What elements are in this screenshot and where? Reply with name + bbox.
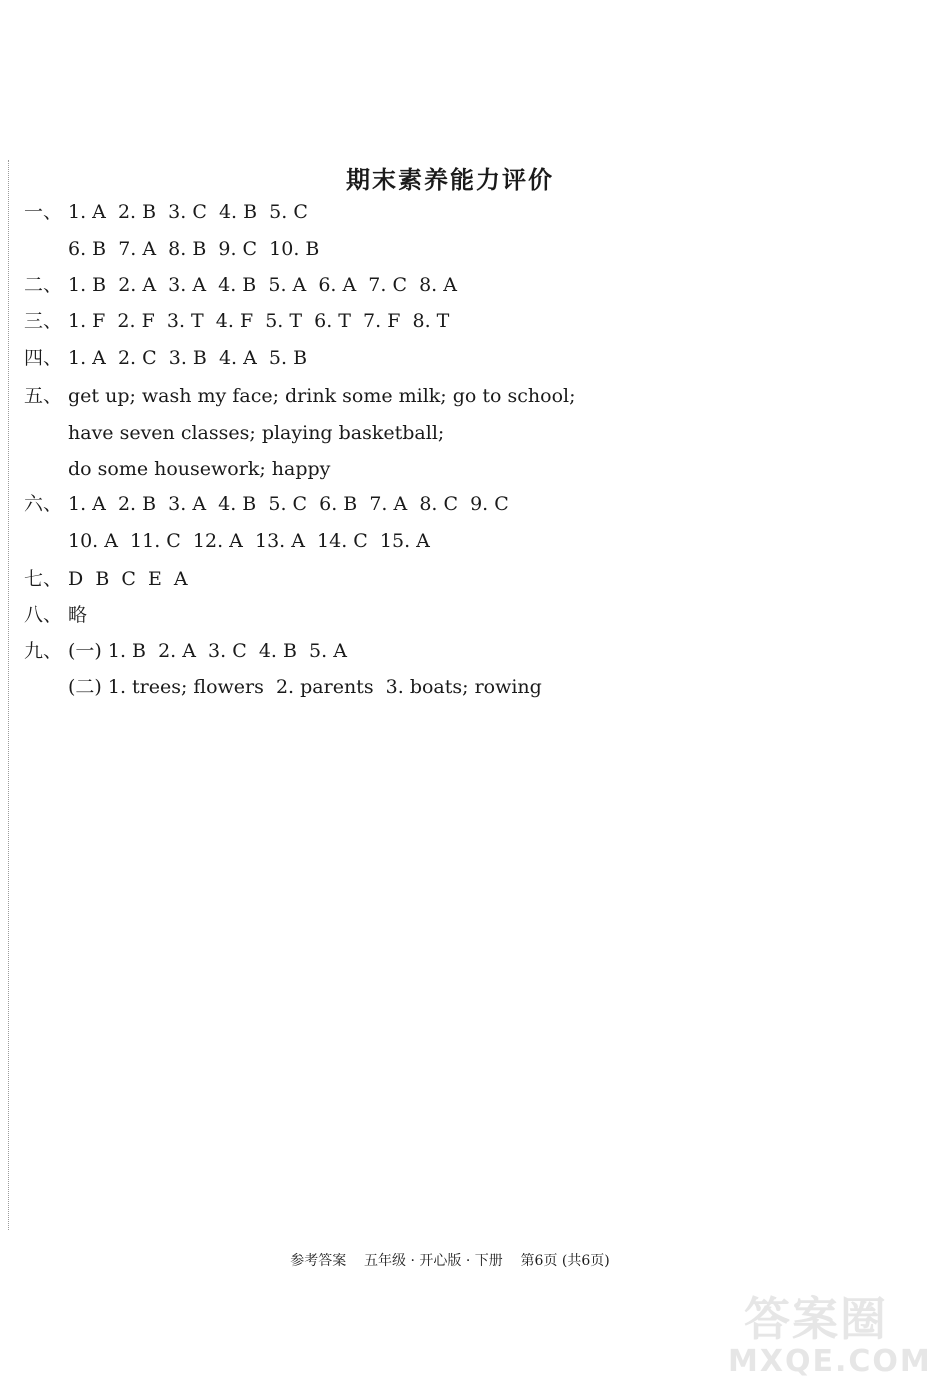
- section-number: 五、: [24, 385, 63, 407]
- answer-text: (一) 1. B 2. A 3. C 4. B 5. A: [68, 640, 347, 662]
- answer-text: have seven classes; playing basketball;: [68, 422, 445, 444]
- section-number: 四、: [24, 347, 63, 369]
- answer-text: 1. A 2. B 3. A 4. B 5. C 6. B 7. A 8. C 9. C: [68, 493, 509, 515]
- section-number: 一、: [24, 201, 63, 223]
- answer-line: [24, 492, 509, 516]
- answer-line: [68, 529, 430, 553]
- section-number: 二、: [24, 274, 63, 296]
- answer-text: 1. A 2. B 3. C 4. B 5. C: [68, 201, 308, 223]
- watermark-site: MXQE.COM: [728, 1344, 932, 1379]
- answer-text: 1. A 2. C 3. B 4. A 5. B: [68, 347, 308, 369]
- answer-text: 略: [68, 604, 88, 626]
- section-number: 八、: [24, 604, 63, 626]
- page-title: 期末素养能力评价: [346, 165, 554, 194]
- section-number: 六、: [24, 493, 63, 515]
- section-number: 三、: [24, 310, 63, 332]
- answer-line: [24, 309, 449, 333]
- binding-margin-line: [8, 160, 9, 1230]
- answer-line: [24, 200, 308, 224]
- watermark-logo: 答案圈: [744, 1292, 888, 1346]
- watermark: [728, 1292, 932, 1386]
- answer-text: 1. F 2. F 3. T 4. F 5. T 6. T 7. F 8. T: [68, 310, 450, 332]
- answer-text: do some housework; happy: [68, 458, 331, 480]
- answer-line: [68, 237, 319, 261]
- answer-line: [24, 346, 307, 370]
- answer-text: 6. B 7. A 8. B 9. C 10. B: [68, 238, 320, 260]
- answer-line: [68, 675, 542, 699]
- answer-line: [24, 384, 575, 408]
- answer-text: 1. B 2. A 3. A 4. B 5. A 6. A 7. C 8. A: [68, 274, 457, 296]
- answer-line: [68, 457, 330, 481]
- answer-text: 10. A 11. C 12. A 13. A 14. C 15. A: [68, 530, 430, 552]
- answer-text: D B C E A: [68, 568, 188, 590]
- page-footer: 参考答案 五年级 · 开心版 · 下册 第6页 (共6页): [290, 1253, 610, 1269]
- section-number: 九、: [24, 640, 63, 662]
- answer-line: [24, 603, 87, 627]
- answer-line: [24, 567, 188, 591]
- answer-line: [24, 639, 347, 663]
- answer-text: get up; wash my face; drink some milk; go to school;: [68, 385, 576, 407]
- answer-line: [24, 273, 457, 297]
- section-number: 七、: [24, 568, 63, 590]
- answer-text: (二) 1. trees; flowers 2. parents 3. boats; rowing: [68, 676, 542, 698]
- answer-line: [68, 421, 444, 445]
